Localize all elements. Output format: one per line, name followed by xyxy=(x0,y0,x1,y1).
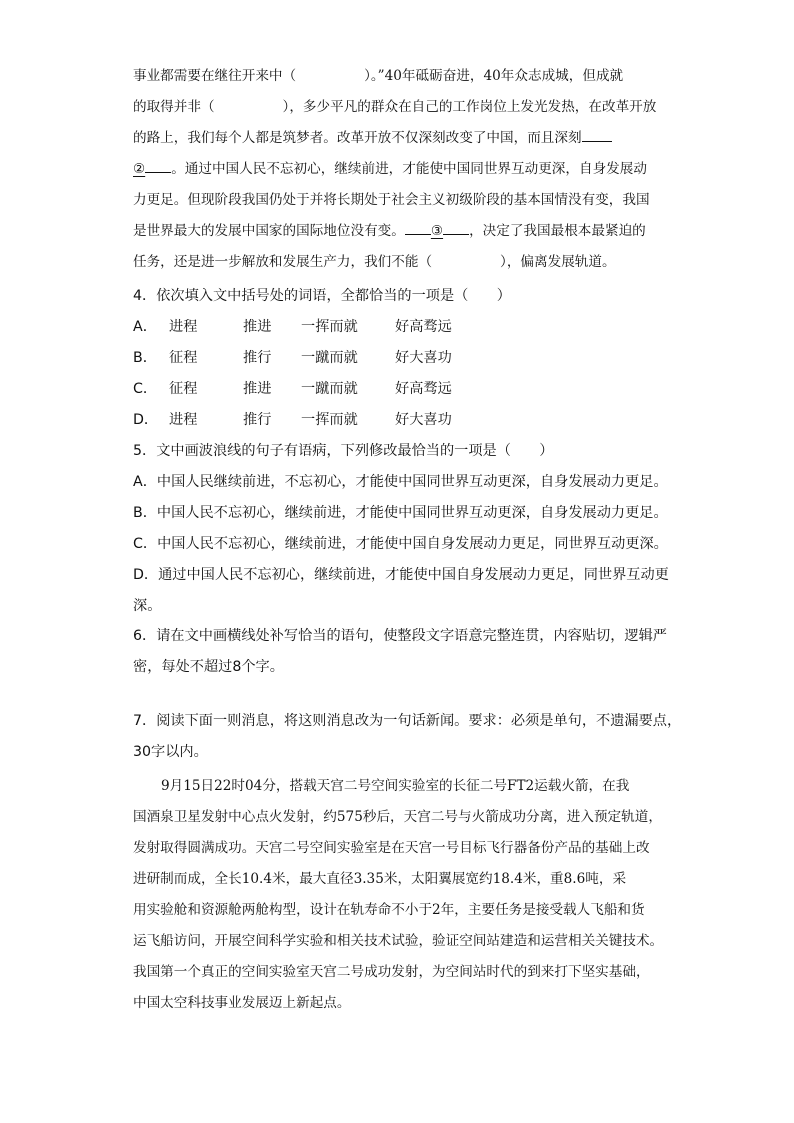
option-d[interactable]: D． 进程 推行 一挥而就 好大喜功 xyxy=(133,412,452,428)
blank-line xyxy=(582,127,612,142)
passage-line: 是世界最大的发展中国家的国际地位没有变。 ③ ，决定了我国最根本最紧迫的 xyxy=(133,216,663,247)
option-b[interactable]: B．中国人民不忘初心，继续前进，才能使中国同世界互动更深，自身发展动力更足。 xyxy=(133,505,668,521)
option-c[interactable]: C．中国人民不忘初心，继续前进，才能使中国自身发展动力更足，同世界互动更深。 xyxy=(133,536,668,552)
news-line: 用实验舱和资源舱两舱构型，设计在轨寿命不小于2年，主要任务是接受载人飞船和货 xyxy=(133,902,645,918)
news-line: 中国太空科技事业发展迈上新起点。 xyxy=(133,995,351,1011)
blank-line xyxy=(405,220,431,235)
option-d-continued: 深。 xyxy=(133,598,162,614)
blank-3-marker: ③ xyxy=(430,223,444,239)
question-6-line: 6．请在文中画横线处补写恰当的语句，使整段文字语意完整连贯，内容贴切，逻辑严 xyxy=(133,628,667,644)
passage-line: 的取得并非（ ），多少平凡的群众在自己的工作岗位上发光发热，在改革开放 xyxy=(133,99,657,115)
option-c[interactable]: C． 征程 推进 一蹴而就 好高骛远 xyxy=(133,381,452,397)
passage-line: ② 。通过中国人民不忘初心，继续前进，才能使中国同世界互动更深，自身发展动 xyxy=(133,154,663,185)
question-7-line: 7．阅读下面一则消息，将这则消息改为一句话新闻。要求：必须是单句，不遗漏要点， xyxy=(133,713,682,729)
blank-line xyxy=(145,158,171,173)
news-line: 9月15日22时04分，搭载天宫二号空间实验室的长征二号FT2运载火箭，在我 xyxy=(161,778,630,794)
question-7-line: 30字以内。 xyxy=(133,744,208,760)
news-line: 国酒泉卫星发射中心点火发射，约575秒后，天宫二号与火箭成功分离，进入预定轨道， xyxy=(133,809,662,825)
question-6 xyxy=(133,625,678,689)
blank-2-marker: ② xyxy=(133,161,146,177)
option-a[interactable]: A． 进程 推进 一挥而就 好高骛远 xyxy=(133,319,452,335)
question-5 xyxy=(133,440,678,630)
question-4-stem: 4．依次填入文中括号处的词语，全都恰当的一项是（ ） xyxy=(133,288,511,304)
passage-line: 的路上，我们每个人都是筑梦者。改革开放不仅深刻改变了中国，而且深刻 xyxy=(133,123,663,154)
question-7 xyxy=(133,710,682,774)
blank-line xyxy=(443,220,469,235)
option-a[interactable]: A．中国人民继续前进，不忘初心，才能使中国同世界互动更深，自身发展动力更足。 xyxy=(133,474,668,490)
passage-line: 力更足。但现阶段我国仍处于并将长期处于社会主义初级阶段的基本国情没有变，我国 xyxy=(133,192,650,208)
news-line: 我国第一个真正的空间实验室天宫二号成功发射，为空间站时代的到来打下坚实基础， xyxy=(133,964,650,980)
question-5-stem: 5．文中画波浪线的句子有语病，下列修改最恰当的一项是（ ） xyxy=(133,443,554,459)
question-4 xyxy=(133,285,678,445)
option-b[interactable]: B． 征程 推行 一蹴而就 好大喜功 xyxy=(133,350,452,366)
question-6-line: 密，每处不超过8个字。 xyxy=(133,659,284,675)
news-passage xyxy=(133,771,663,1019)
news-line: 运飞船访问，开展空间科学实验和相关技术试验，验证空间站建造和运营相关关键技术。 xyxy=(133,933,664,949)
news-line: 发射取得圆满成功。天宫二号空间实验室是在天宫一号目标飞行器备份产品的基础上改 xyxy=(133,840,650,856)
passage-line: 事业都需要在继往开来中（ ）。”40年砥砺奋进，40年众志成城，但成就 xyxy=(133,68,624,84)
news-line: 进研制而成，全长10.4米，最大直径3.35米，太阳翼展宽约18.4米，重8.6吨，采 xyxy=(133,871,627,887)
passage-line: 任务，还是进一步解放和发展生产力，我们不能（ ），偏离发展轨道。 xyxy=(133,254,616,270)
option-d[interactable]: D．通过中国人民不忘初心，继续前进，才能使中国自身发展动力更足，同世界互动更 xyxy=(133,567,669,583)
passage xyxy=(133,61,663,278)
